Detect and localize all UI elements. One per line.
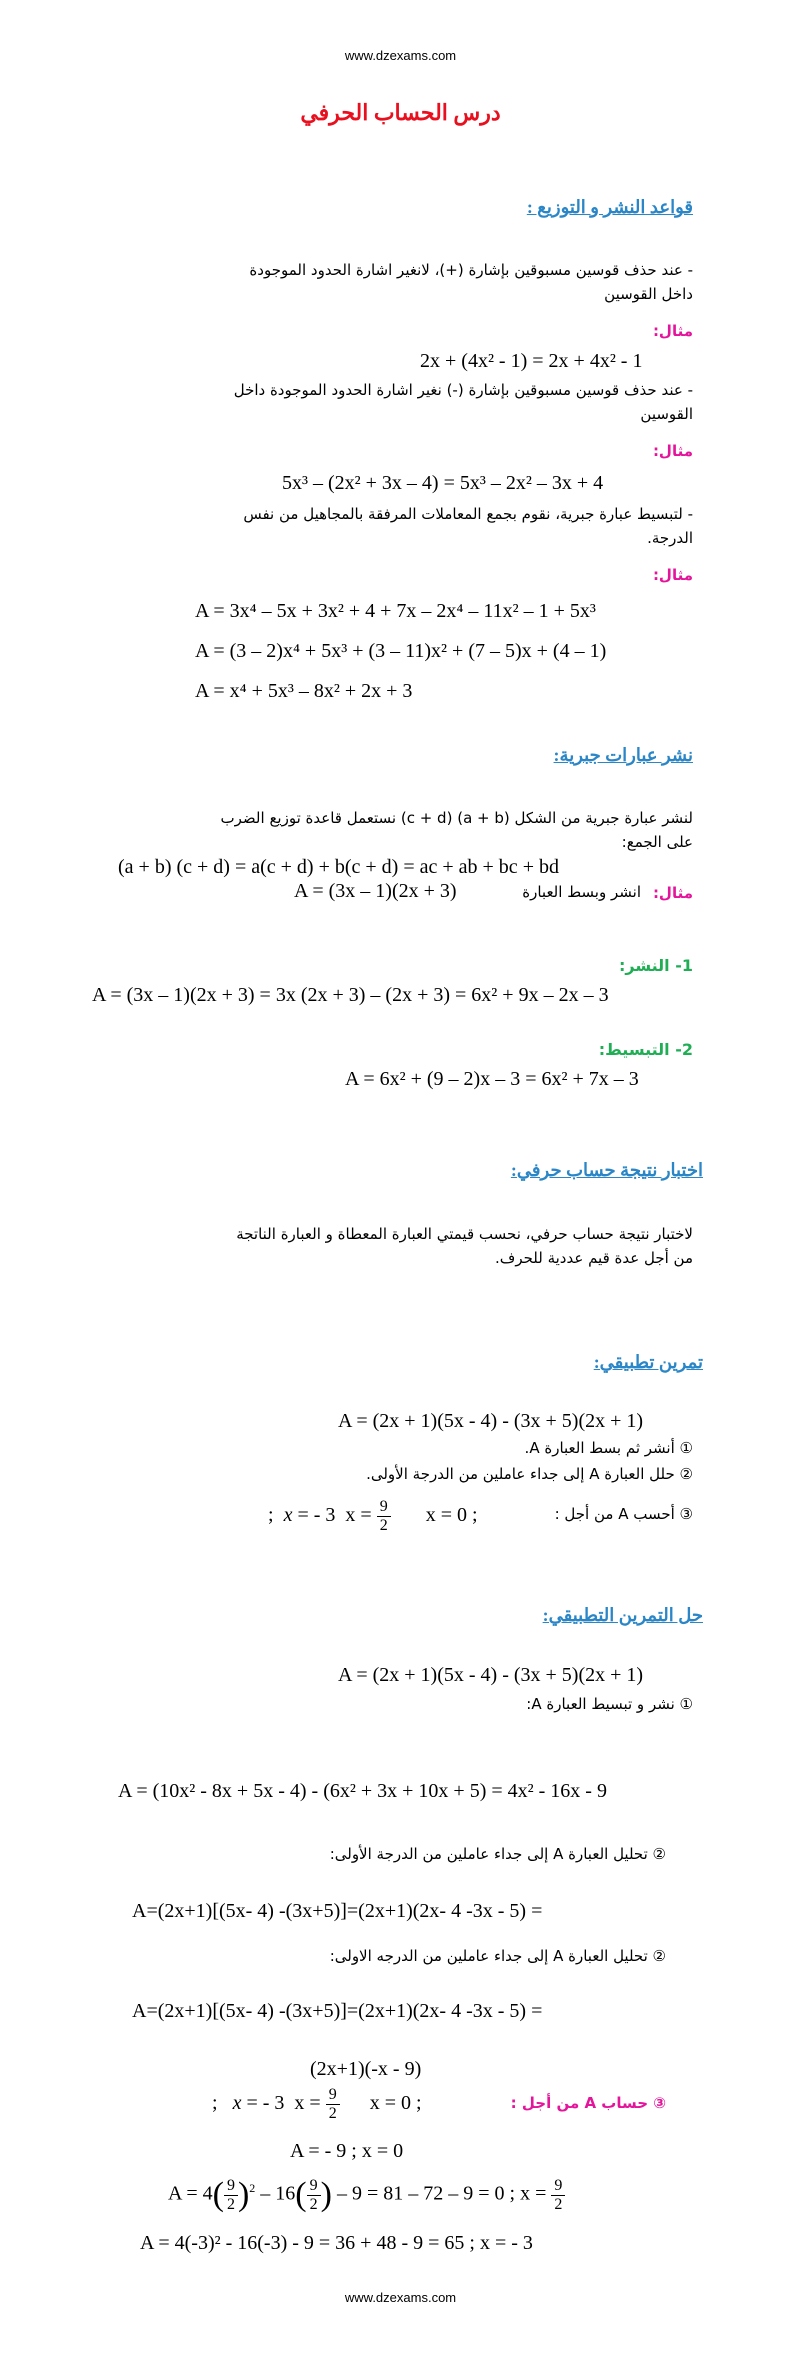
exercise-values-a: x = 0 ; [425,1504,478,1527]
frac-den: 2 [226,2195,235,2213]
header-site: www.dzexams.com [344,48,457,63]
exponent-2: 2 [249,2180,256,2195]
solution-step3-frac-den: 2 [328,2105,337,2122]
section1-example2: 5x³ – (2x² + 3x – 4) = 5x³ – 2x² – 3x + 4 [282,472,604,494]
solution-result-3: A = 4(-3)² - 16(-3) - 9 = 36 + 48 - 9 = 65 ; x = - 3 [140,2232,533,2254]
solution-result-2-right: – 9 = 81 – 72 – 9 = 0 ; [336,2182,516,2205]
solution-result-2-left: A = [168,2182,198,2205]
section2-formula: (a + b) (c + d) = a(c + d) + b(c + d) = ac + ab + bc + bd [118,856,559,878]
section2-step1-label: 1- النشر: [618,956,693,975]
exercise-values-b: x = [345,1504,372,1527]
exercise-values-sep: ; x = - 3 [268,1504,346,1527]
solution-step1-label: ① نشر و تبسيط العبارة A: [526,1695,693,1713]
solution-step3-values-a: x = 0 ; [369,2092,422,2115]
frac-den: 2 [309,2195,318,2213]
section1-example-label-1: مثال: [652,322,693,340]
section2-text-line1: لنشر عبارة جبرية من الشكل (a + b) (c + d) نستعمل قاعدة توزيع الضرب [220,809,693,827]
paren-close: ) [237,2176,250,2213]
solution-result-2-coef: 4 [202,2182,213,2205]
section1-example1: 2x + (4x² - 1) = 2x + 4x² - 1 [420,350,643,372]
solution-step1-expr: A = (10x² - 8x + 5x - 4) - (6x² + 3x + 10x + 5) = 4x² - 16x - 9 [118,1780,607,1802]
solution-result-2-mid: – 16 [260,2182,296,2205]
exercise-heading: تمرين تطبيقي: [593,1352,703,1372]
solution-step3-sep: ; x = - 3 [212,2092,295,2115]
section1-rule1-line2: داخل القوسين [604,285,693,303]
paren-open: ( [212,2176,224,2213]
section1-rule2-line1: - عند حذف قوسين مسبوقين بإشارة (-) نغير اشارة الحدود الموجودة داخل [233,381,693,399]
frac-num: 9 [551,2177,565,2196]
solution-result-2-frac-2 [307,2177,321,2214]
exercise-fraction [377,1498,391,1535]
paren-close: ) [320,2176,332,2213]
section1-rule2-line2: القوسين [640,405,693,423]
section1-example3-line1: A = 3x⁴ – 5x + 3x² + 4 + 7x – 2x⁴ – 11x² – 1 + 5x³ [195,600,596,622]
section1-heading: قواعد النشر و التوزيع : [526,197,693,217]
exercise-values-row [268,1498,478,1535]
section1-rule3-line1: - لتبسيط عبارة جبرية، نقوم بجمع المعاملات المرفقة بالمجاهيل من نفس [243,505,693,523]
section2-example-text: انشر وبسط العبارة [522,883,641,901]
exercise-frac-den: 2 [379,1517,388,1534]
section3-text-line1: لاختبار نتيجة حساب حرفي، نحسب قيمتي العبارة المعطاة و العبارة الناتجة [236,1225,693,1243]
exercise-expression: A = (2x + 1)(5x - 4) - (3x + 5)(2x + 1) [338,1410,644,1432]
section2-step2-label: 2- التبسيط: [598,1040,693,1059]
solution-result-2-frac-1 [224,2177,238,2214]
section1-rule3-line2: الدرجة. [647,529,693,547]
solution-step2-expr: A=(2x+1)[(5x- 4) -(3x+5)]=(2x+1)(2x- 4 -3x - 5) = [132,1900,543,1922]
section1-rule1-line1: - عند حذف قوسين مسبوقين بإشارة (+)، لانغير اشارة الحدود الموجودة [249,261,693,279]
exercise-frac-num: 9 [377,1498,391,1517]
page-title: درس الحساب الحرفي [300,100,501,125]
solution-result-2 [168,2176,565,2214]
solution-result-2-xlabel: x = [520,2182,547,2205]
solution-step2-result: (2x+1)(-x - 9) [310,2058,422,2080]
section2-text-line2: على الجمع: [621,833,693,851]
solution-step3-fraction [326,2086,340,2123]
paren-open: ( [295,2176,307,2213]
section1-example3-line2: A = (3 – 2)x⁴ + 5x³ + (3 – 11)x² + (7 – 5)x + (4 – 1) [195,640,607,662]
section2-step2-expr: A = 6x² + (9 – 2)x – 3 = 6x² + 7x – 3 [345,1068,639,1090]
solution-step3-frac-num: 9 [326,2086,340,2105]
solution-result-2-frac-3 [551,2177,565,2214]
solution-step2b-label: ② تحليل العبارة A إلى جداء عاملين من الدرجه الاولى: [329,1947,666,1965]
solution-step2b-expr: A=(2x+1)[(5x- 4) -(3x+5)]=(2x+1)(2x- 4 -3x - 5) = [132,2000,543,2022]
exercise-question-1: ① أنشر ثم بسط العبارة A. [524,1439,693,1457]
section1-example-label-3: مثال: [652,566,693,584]
solution-step3-values-b: x = [294,2092,321,2115]
solution-expression: A = (2x + 1)(5x - 4) - (3x + 5)(2x + 1) [338,1664,644,1686]
section1-example-label-2: مثال: [652,442,693,460]
section2-example-expr: A = (3x – 1)(2x + 3) [294,880,457,902]
section2-example-label: مثال: [652,884,693,902]
solution-step3-label: ③ حساب A من أجل : [510,2094,666,2112]
section2-heading: نشر عبارات جبرية: [553,745,693,765]
solution-step2-label: ② تحليل العبارة A إلى جداء عاملين من الدرجة الأولى: [329,1845,666,1863]
solution-step3-values [212,2086,422,2123]
solution-result-1: A = - 9 ; x = 0 [290,2140,404,2162]
section3-text-line2: من أجل عدة قيم عددية للحرف. [495,1249,693,1267]
frac-num: 9 [307,2177,321,2196]
footer-site: www.dzexams.com [344,2290,457,2305]
exercise-question-3: ③ أحسب A من أجل : [554,1505,693,1523]
frac-num: 9 [224,2177,238,2196]
section1-example3-line3: A = x⁴ + 5x³ – 8x² + 2x + 3 [195,680,413,702]
section2-step1-expr: A = (3x – 1)(2x + 3) = 3x (2x + 3) – (2x + 3) = 6x² + 9x – 2x – 3 [92,984,609,1006]
frac-den: 2 [554,2195,563,2213]
solution-heading: حل التمرين التطبيقي: [542,1605,703,1625]
section3-heading: اختبار نتيجة حساب حرفي: [510,1160,703,1180]
exercise-question-2: ② حلل العبارة A إلى جداء عاملين من الدرجة الأولى. [366,1465,693,1483]
